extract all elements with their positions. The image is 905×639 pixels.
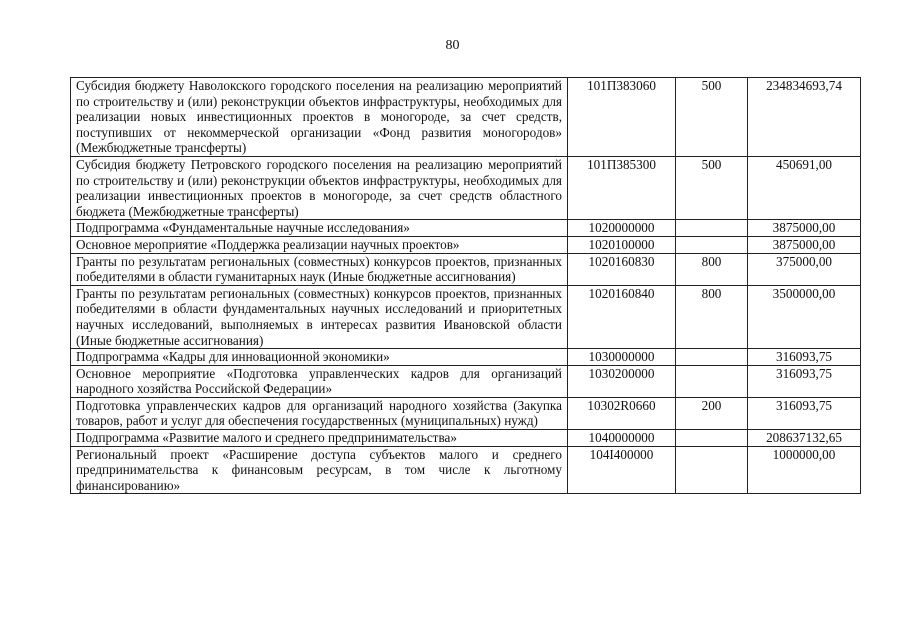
table-row bbox=[71, 236, 861, 253]
row-sum-cell: 208637132,65 bbox=[748, 430, 861, 447]
row-sum-cell: 3500000,00 bbox=[748, 285, 861, 348]
row-expense-type-cell bbox=[676, 220, 748, 237]
table-row bbox=[71, 365, 861, 397]
row-code-cell: 1040000000 bbox=[568, 430, 676, 447]
budget-table bbox=[70, 77, 861, 494]
row-code-cell: 1030200000 bbox=[568, 365, 676, 397]
row-code-cell: 1020160840 bbox=[568, 285, 676, 348]
row-name-cell: Гранты по результатам региональных (совместных) конкурсов проектов, признанных победителями в области гуманитарных наук (Иные бюджетные ассигнования) bbox=[71, 253, 568, 285]
row-name-cell: Подпрограмма «Фундаментальные научные исследования» bbox=[71, 220, 568, 237]
budget-table-body bbox=[71, 78, 861, 494]
row-code-cell: 10302R0660 bbox=[568, 397, 676, 429]
row-name-cell: Подпрограмма «Развитие малого и среднего предпринимательства» bbox=[71, 430, 568, 447]
row-code-cell: 1020100000 bbox=[568, 236, 676, 253]
row-expense-type-cell: 800 bbox=[676, 285, 748, 348]
row-code-cell: 1030000000 bbox=[568, 349, 676, 366]
row-name-cell: Основное мероприятие «Поддержка реализации научных проектов» bbox=[71, 236, 568, 253]
row-expense-type-cell: 800 bbox=[676, 253, 748, 285]
row-sum-cell: 3875000,00 bbox=[748, 220, 861, 237]
table-row bbox=[71, 349, 861, 366]
row-name-cell: Гранты по результатам региональных (совместных) конкурсов проектов, признанных победителями в области фундаментальных научных исследований и приоритетных научных исследований, выполняемых в интересах развития Ивановской области (Иные бюджетные ассигнования) bbox=[71, 285, 568, 348]
row-expense-type-cell bbox=[676, 365, 748, 397]
row-expense-type-cell: 200 bbox=[676, 397, 748, 429]
row-name-cell: Субсидия бюджету Петровского городского поселения на реализацию мероприятий по строительству и (или) реконструкции объектов инфраструктуры, необходимых для реализации инвестиционных проектов в моногороде, за счет средств областного бюджета (Межбюджетные трансферты) bbox=[71, 156, 568, 219]
row-code-cell: 1020160830 bbox=[568, 253, 676, 285]
row-name-cell: Подпрограмма «Кадры для инновационной экономики» bbox=[71, 349, 568, 366]
table-row bbox=[71, 253, 861, 285]
row-name-cell: Субсидия бюджету Наволокского городского поселения на реализацию мероприятий по строительству и (или) реконструкции объектов инфраструктуры, необходимых для реализации новых инвестиционных проектов в моногороде, за счет средств, поступивших от некоммерческой организации «Фонд развития моногородов» (Межбюджетные трансферты) bbox=[71, 78, 568, 157]
row-code-cell: 104I400000 bbox=[568, 446, 676, 494]
row-expense-type-cell bbox=[676, 430, 748, 447]
row-name-cell: Региональный проект «Расширение доступа субъектов малого и среднего предпринимательства к финансовым ресурсам, в том числе к льготному финансированию» bbox=[71, 446, 568, 494]
row-expense-type-cell: 500 bbox=[676, 156, 748, 219]
page-number: 80 bbox=[445, 38, 460, 53]
row-sum-cell: 316093,75 bbox=[748, 349, 861, 366]
row-sum-cell: 450691,00 bbox=[748, 156, 861, 219]
table-row bbox=[71, 220, 861, 237]
row-code-cell: 1020000000 bbox=[568, 220, 676, 237]
table-row bbox=[71, 156, 861, 219]
row-expense-type-cell bbox=[676, 236, 748, 253]
row-name-cell: Подготовка управленческих кадров для организаций народного хозяйства (Закупка товаров, работ и услуг для обеспечения государственных (муниципальных) нужд) bbox=[71, 397, 568, 429]
row-sum-cell: 234834693,74 bbox=[748, 78, 861, 157]
row-expense-type-cell bbox=[676, 446, 748, 494]
row-sum-cell: 375000,00 bbox=[748, 253, 861, 285]
table-row bbox=[71, 285, 861, 348]
row-expense-type-cell bbox=[676, 349, 748, 366]
row-name-cell: Основное мероприятие «Подготовка управленческих кадров для организаций народного хозяйства Российской Федерации» bbox=[71, 365, 568, 397]
table-row bbox=[71, 430, 861, 447]
row-code-cell: 101П383060 bbox=[568, 78, 676, 157]
row-expense-type-cell: 500 bbox=[676, 78, 748, 157]
table-row bbox=[71, 397, 861, 429]
row-sum-cell: 1000000,00 bbox=[748, 446, 861, 494]
table-row bbox=[71, 446, 861, 494]
row-sum-cell: 316093,75 bbox=[748, 397, 861, 429]
row-sum-cell: 3875000,00 bbox=[748, 236, 861, 253]
row-code-cell: 101П385300 bbox=[568, 156, 676, 219]
row-sum-cell: 316093,75 bbox=[748, 365, 861, 397]
table-row bbox=[71, 78, 861, 157]
